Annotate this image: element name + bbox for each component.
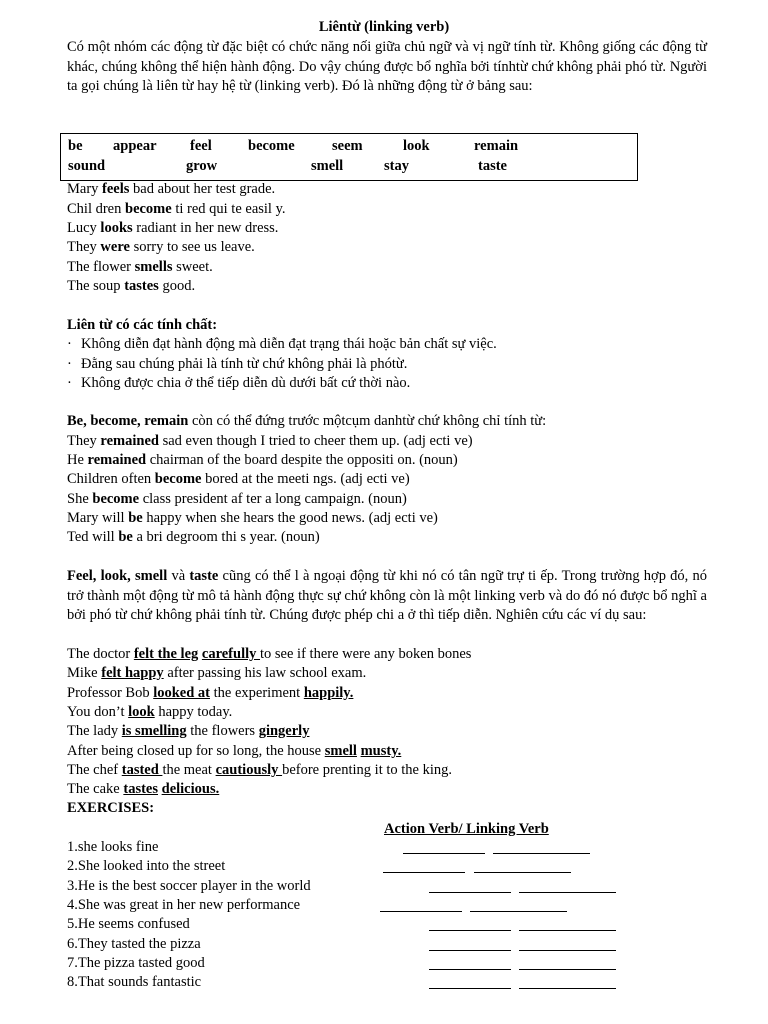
verb-cell: stay: [384, 158, 409, 174]
answer-blank-action[interactable]: [383, 872, 465, 873]
example-sentence: Children often become bored at the meeti ngs. (adj ecti ve): [67, 471, 410, 487]
verb-cell: seem: [332, 138, 363, 154]
answer-blank-action[interactable]: [429, 930, 511, 931]
verb-cell: sound: [68, 158, 106, 174]
verb-cell: become: [248, 138, 295, 154]
answer-blank-action[interactable]: [429, 950, 511, 951]
example-sentence: The chef tasted the meat cautiously before prenting it to the king.: [67, 762, 452, 778]
intro-paragraph: Có một nhóm các động từ đặc biệt có chức năng nối giữa chủ ngữ và vị ngữ tính từ. Không giống các động từ khác, chúng không thể hiện hành động. Do vậy chúng được bổ nghĩa bởi tínhtừ chứ không phải phó từ. Người ta gọi chúng là liên từ hay hệ từ (linking verb). Đó là những động từ ở bảng sau:: [67, 39, 707, 94]
answer-blank-action[interactable]: [403, 853, 485, 854]
example-sentence: He remained chairman of the board despite the oppositi on. (noun): [67, 452, 458, 468]
verb-cell: grow: [186, 158, 218, 174]
verb-cell: appear: [113, 138, 157, 154]
exercise-item: 6.They tasted the pizza: [67, 936, 201, 952]
exercises-heading: EXERCISES:: [67, 800, 155, 816]
example-sentence: The doctor felt the leg carefully to see if there were any boken bones: [67, 646, 472, 662]
example-sentence: The soup tastes good.: [67, 278, 196, 294]
verb-cell: be: [68, 138, 83, 154]
linking-verb-table: [60, 133, 638, 181]
answer-blank-linking[interactable]: [470, 911, 567, 912]
exercise-item: 7.The pizza tasted good: [67, 955, 205, 971]
property-item: · Không được chia ở thể tiếp diễn dù dưới bất cứ thời nào.: [67, 375, 411, 391]
answer-blank-linking[interactable]: [519, 892, 616, 893]
exercise-item: 8.That sounds fantastic: [67, 974, 202, 990]
answer-blank-linking[interactable]: [519, 950, 616, 951]
verb-cell: look: [403, 138, 430, 154]
example-sentence: Chil dren become ti red qui te easil y.: [67, 201, 286, 217]
example-sentence: She become class president af ter a long campaign. (noun): [67, 491, 407, 507]
section2-heading: Be, become, remain còn có thể đứng trước mộtcụm danhtừ chứ không chỉ tính từ:: [67, 413, 547, 429]
properties-heading: Liên từ có các tính chất:: [67, 317, 218, 333]
example-sentence: After being closed up for so long, the house smell musty.: [67, 743, 402, 759]
exercise-item: 1.she looks fine: [67, 839, 159, 855]
answer-blank-action[interactable]: [429, 969, 511, 970]
example-sentence: The lady is smelling the flowers gingerly: [67, 723, 310, 739]
verb-cell: feel: [190, 138, 212, 154]
example-sentence: Professor Bob looked at the experiment happily.: [67, 685, 354, 701]
example-sentence: You don’t look happy today.: [67, 704, 233, 720]
answer-blank-linking[interactable]: [519, 988, 616, 989]
answer-blank-action[interactable]: [380, 911, 462, 912]
property-item: · Không diễn đạt hành động mà diễn đạt trạng thái hoặc bản chất sự việc.: [67, 336, 497, 352]
example-sentence: Mary feels bad about her test grade.: [67, 181, 276, 197]
example-sentence: They were sorry to see us leave.: [67, 239, 255, 255]
verb-cell: taste: [478, 158, 507, 174]
answer-blank-linking[interactable]: [519, 969, 616, 970]
verb-cell: remain: [474, 138, 519, 154]
answer-blank-linking[interactable]: [519, 930, 616, 931]
exercise-item: 4.She was great in her new performance: [67, 897, 301, 913]
section3-paragraph: Feel, look, smell và taste cũng có thể l à ngoại động từ khi nó có tân ngữ trự ti ếp. Trong trường hợp đó, nó trở thành một động từ mô tả hành động thực sự chứ không còn là một linking verb và do đó nó được bổ nghĩ a bởi phó từ chứ không phải tính từ. Chúng được phép chi a ở thì tiếp diễn. Nghiên cứu các ví dụ sau:: [67, 568, 707, 623]
example-sentence: Ted will be a bri degroom thi s year. (noun): [67, 529, 320, 545]
example-sentence: The cake tastes delicious.: [67, 781, 220, 797]
example-sentence: Lucy looks radiant in her new dress.: [67, 220, 279, 236]
example-sentence: They remained sad even though I tried to cheer them up. (adj ecti ve): [67, 433, 473, 449]
exercise-item: 3.He is the best soccer player in the world: [67, 878, 311, 894]
answer-blank-action[interactable]: [429, 988, 511, 989]
answer-blank-linking[interactable]: [474, 872, 571, 873]
property-item: · Đằng sau chúng phải là tính từ chứ không phải là phótừ.: [67, 356, 408, 372]
verb-cell: smell: [311, 158, 344, 174]
page-title: Liêntừ (linking verb): [318, 19, 450, 35]
answer-blank-action[interactable]: [429, 892, 511, 893]
exercise-item: 2.She looked into the street: [67, 858, 226, 874]
answer-blank-linking[interactable]: [493, 853, 590, 854]
exercises-column-header: Action Verb/ Linking Verb: [384, 821, 549, 837]
example-sentence: Mike felt happy after passing his law school exam.: [67, 665, 367, 681]
example-sentence: Mary will be happy when she hears the good news. (adj ecti ve): [67, 510, 438, 526]
exercise-item: 5.He seems confused: [67, 916, 190, 932]
example-sentence: The flower smells sweet.: [67, 259, 213, 275]
